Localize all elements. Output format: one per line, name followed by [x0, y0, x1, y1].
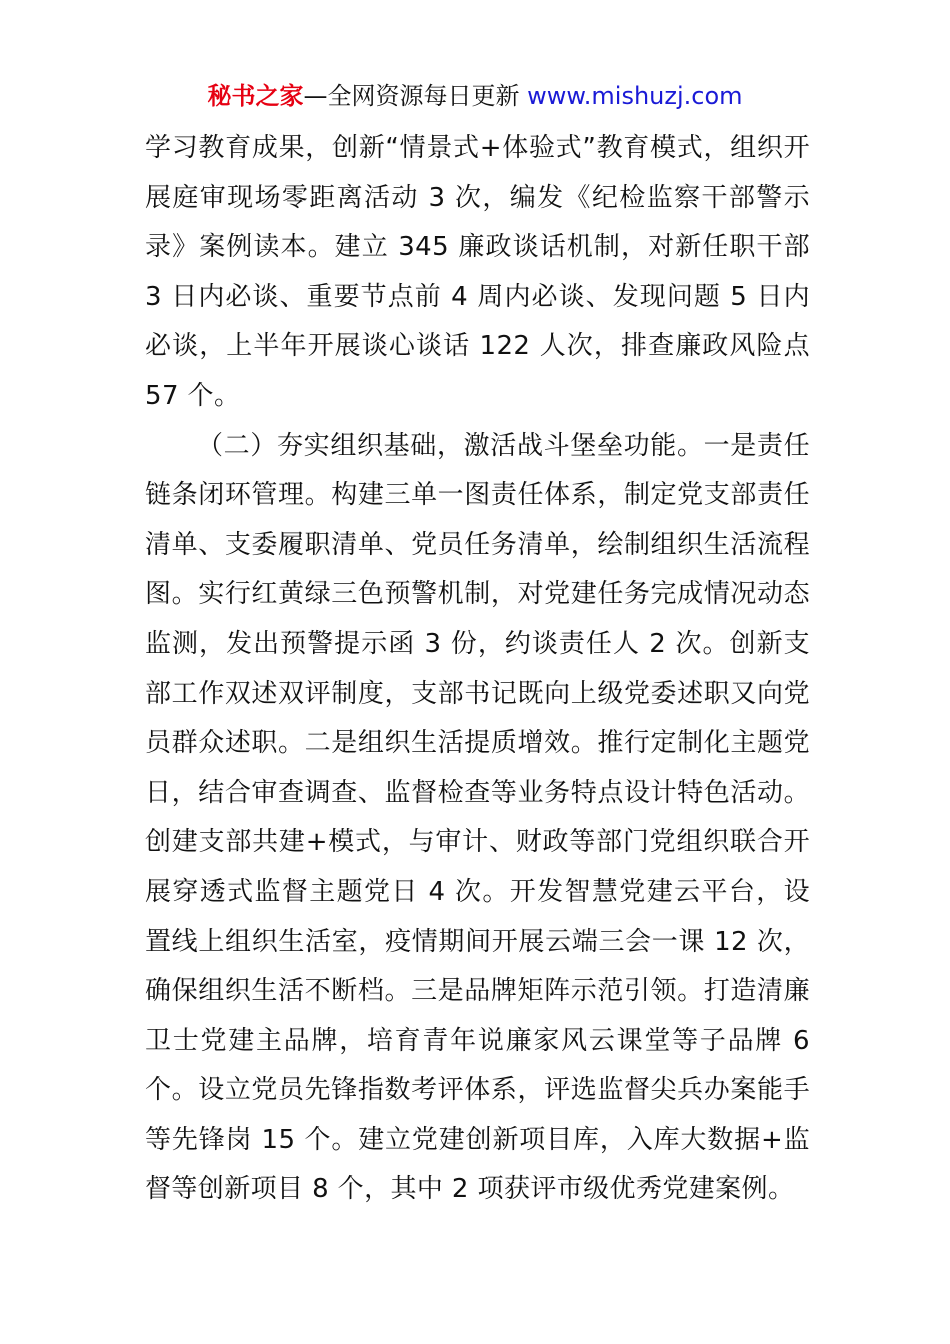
- brand-name: 秘书之家: [207, 82, 304, 110]
- paragraph-section-two: （二）夯实组织基础，激活战斗堡垒功能。一是责任链条闭环管理。构建三单一图责任体系，制定党支部责任清单、支委履职清单、党员任务清单，绘制组织生活流程图。实行红黄绿三色预警机制，对党建任务完成情况动态监测，发出预警提示函 3 份，约谈责任人 2 次。创新支部工作双述双评制度，支部书记既向上级党委述职又向党员群众述职。二是组织生活提质增效。推行定制化主题党日，结合审查调查、监督检查等业务特点设计特色活动。创建支部共建+模式，与审计、财政等部门党组织联合开展穿透式监督主题党日 4 次。开发智慧党建云平台，设置线上组织生活室，疫情期间开展云端三会一课 12 次，确保组织生活不断档。三是品牌矩阵示范引领。打造清廉卫士党建主品牌，培育青年说廉家风云课堂等子品牌 6 个。设立党员先锋指数考评体系，评选监督尖兵办案能手等先锋岗 15 个。建立党建创新项目库，入库大数据+监督等创新项目 8 个，其中 2 项获评市级优秀党建案例。: [145, 430, 810, 1205]
- website-link[interactable]: www.mishuzj.com: [527, 82, 743, 110]
- document-body: [145, 124, 810, 1215]
- paragraph-continuation: 学习教育成果，创新“情景式+体验式”教育模式，组织开展庭审现场零距离活动 3 次，编发《纪检监察干部警示录》案例读本。建立 345 廉政谈话机制，对新任职干部 3 日内必谈、重要节点前 4 周内必谈、发现问题 5 日内必谈，上半年开展谈心谈话 122 人次，排查廉政风险点 57 个。: [145, 133, 810, 411]
- header-slogan: —全网资源每日更新: [303, 82, 528, 110]
- page-header: [0, 80, 950, 112]
